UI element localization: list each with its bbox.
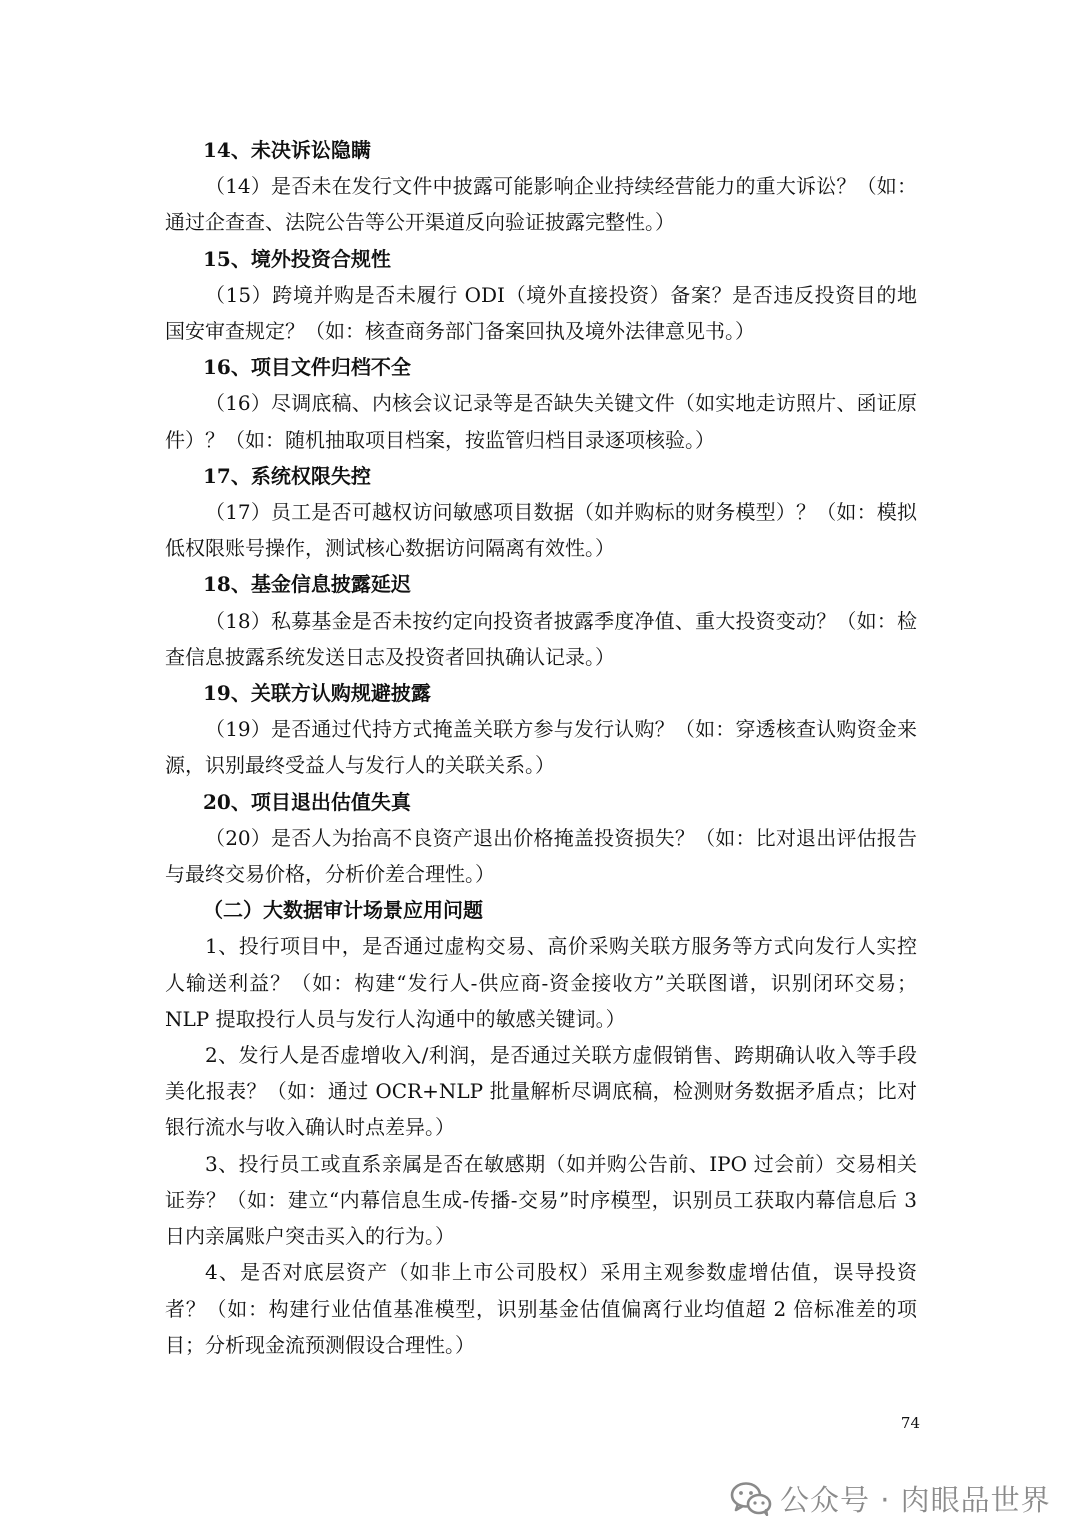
paragraph: 4、是否对底层资产（如非上市公司股权）采用主观参数虚增估值，误导投资者？（如：构建行业估值基准模型，识别基金估值偏离行业均值超 2 倍标准差的项目；分析现金流预测假设合理性。） [165,1260,917,1357]
watermark [730,1476,1051,1520]
paragraph: （20）是否人为抬高不良资产退出价格掩盖投资损失？（如：比对退出评估报告与最终交易价格，分析价差合理性。） [165,825,917,887]
paragraph: （14）是否未在发行文件中披露可能影响企业持续经营能力的重大诉讼？（如：通过企查查、法院公告等公开渠道反向验证披露完整性。） [165,174,917,235]
section-heading: （二）大数据审计场景应用问题 [203,898,483,923]
paragraph: （18）私募基金是否未按约定向投资者披露季度净值、重大投资变动？（如：检查信息披露系统发送日志及投资者回执确认记录。） [165,608,917,669]
section-heading: 18、基金信息披露延迟 [203,572,411,597]
paragraph: （16）尽调底稿、内核会议记录等是否缺失关键文件（如实地走访照片、函证原件）？（如：随机抽取项目档案，按监管归档目录逐项核验。） [165,391,917,452]
paragraph: 1、投行项目中，是否通过虚构交易、高价采购关联方服务等方式向发行人实控人输送利益？（如：构建“发行人-供应商-资金接收方”关联图谱，识别闭环交易；NLP 提取投行人员与发行人沟通中的敏感关键词。） [165,934,917,1031]
section-heading: 20、项目退出估值失真 [203,789,411,814]
paragraph: （15）跨境并购是否未履行 ODI（境外直接投资）备案？是否违反投资目的地国安审查规定？（如：核查商务部门备案回执及境外法律意见书。） [165,282,917,344]
paragraph: 2、发行人是否虚增收入/利润，是否通过关联方虚假销售、跨期确认收入等手段美化报表？（如：通过 OCR+NLP 批量解析尽调底稿，检测财务数据矛盾点；比对银行流水与收入确认时点差异。） [165,1043,917,1140]
section-heading: 16、项目文件归档不全 [203,355,411,380]
section-heading: 19、关联方认购规避披露 [203,681,431,706]
paragraph: （17）员工是否可越权访问敏感项目数据（如并购标的财务模型）？（如：模拟低权限账号操作，测试核心数据访问隔离有效性。） [165,500,917,561]
watermark-text: 公众号 · 肉眼品世界 [780,1482,1051,1517]
section-heading: 14、未决诉讼隐瞒 [203,138,371,162]
wechat-logo-icon [730,1480,772,1516]
page-number: 74 [900,1414,920,1432]
section-heading: 15、境外投资合规性 [203,246,391,271]
document-body [165,132,917,1363]
section-heading: 17、系统权限失控 [203,463,371,488]
paragraph: （19）是否通过代持方式掩盖关联方参与发行认购？（如：穿透核查认购资金来源，识别最终受益人与发行人的关联关系。） [165,717,917,778]
paragraph: 3、投行员工或直系亲属是否在敏感期（如并购公告前、IPO 过会前）交易相关证券？（如：建立“内幕信息生成-传播-交易”时序模型，识别员工获取内幕信息后 3 日内亲属账户突击买入的行为。） [165,1151,917,1249]
